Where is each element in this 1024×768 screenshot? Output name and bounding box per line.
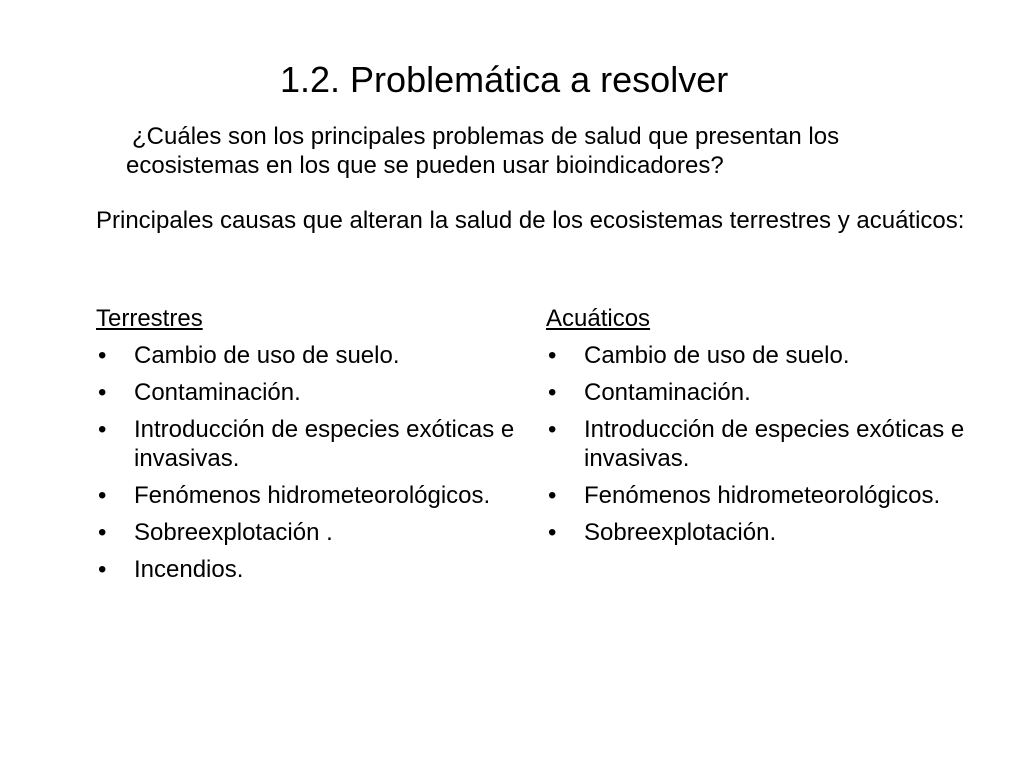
terrestres-column <box>96 304 516 592</box>
bullet-icon: • <box>548 519 557 546</box>
list-item-text: Sobreexplotación . <box>134 519 333 546</box>
bullet-icon: • <box>548 342 557 369</box>
list-item-text: Incendios. <box>134 556 244 583</box>
acuaticos-heading: Acuáticos <box>546 305 651 332</box>
list-item-text: Contaminación. <box>134 379 301 406</box>
list-item-text: Cambio de uso de suelo. <box>584 342 850 369</box>
list-item-text: Introducción de especies exóticas e invasivas. <box>134 416 515 472</box>
bullet-icon: • <box>548 482 557 509</box>
list-item <box>546 341 966 370</box>
list-item-text: Cambio de uso de suelo. <box>134 342 400 369</box>
list-item <box>96 481 516 510</box>
bullet-icon: • <box>98 379 107 406</box>
list-item-text: Introducción de especies exóticas e invasivas. <box>584 416 965 472</box>
list-item <box>546 481 966 510</box>
list-item <box>96 518 516 547</box>
slide-title: 1.2. Problemática a resolver <box>280 59 729 100</box>
acuaticos-list <box>546 341 966 547</box>
list-item-text: Sobreexplotación. <box>584 519 777 546</box>
bullet-icon: • <box>548 379 557 406</box>
list-item <box>96 415 516 473</box>
list-item-text: Fenómenos hidrometeorológicos. <box>584 482 941 509</box>
bullet-icon: • <box>98 482 107 509</box>
list-item-text: Contaminación. <box>584 379 751 406</box>
bullet-icon: • <box>98 416 107 443</box>
terrestres-list <box>96 341 516 584</box>
list-item <box>546 378 966 407</box>
list-item <box>96 378 516 407</box>
bullet-icon: • <box>98 342 107 369</box>
list-item <box>96 341 516 370</box>
list-item <box>546 518 966 547</box>
list-item <box>96 555 516 584</box>
bullet-icon: • <box>548 416 557 443</box>
causes-text: Principales causas que alteran la salud de los ecosistemas terrestres y acuáticos: <box>96 207 965 234</box>
acuaticos-column <box>546 304 966 555</box>
question-text: ¿Cuáles son los principales problemas de salud que presentan los ecosistemas en los que se pueden usar bioindicadores? <box>126 123 840 179</box>
list-item-text: Fenómenos hidrometeorológicos. <box>134 482 491 509</box>
bullet-icon: • <box>98 556 107 583</box>
terrestres-heading: Terrestres <box>96 305 203 332</box>
list-item <box>546 415 966 473</box>
bullet-icon: • <box>98 519 107 546</box>
